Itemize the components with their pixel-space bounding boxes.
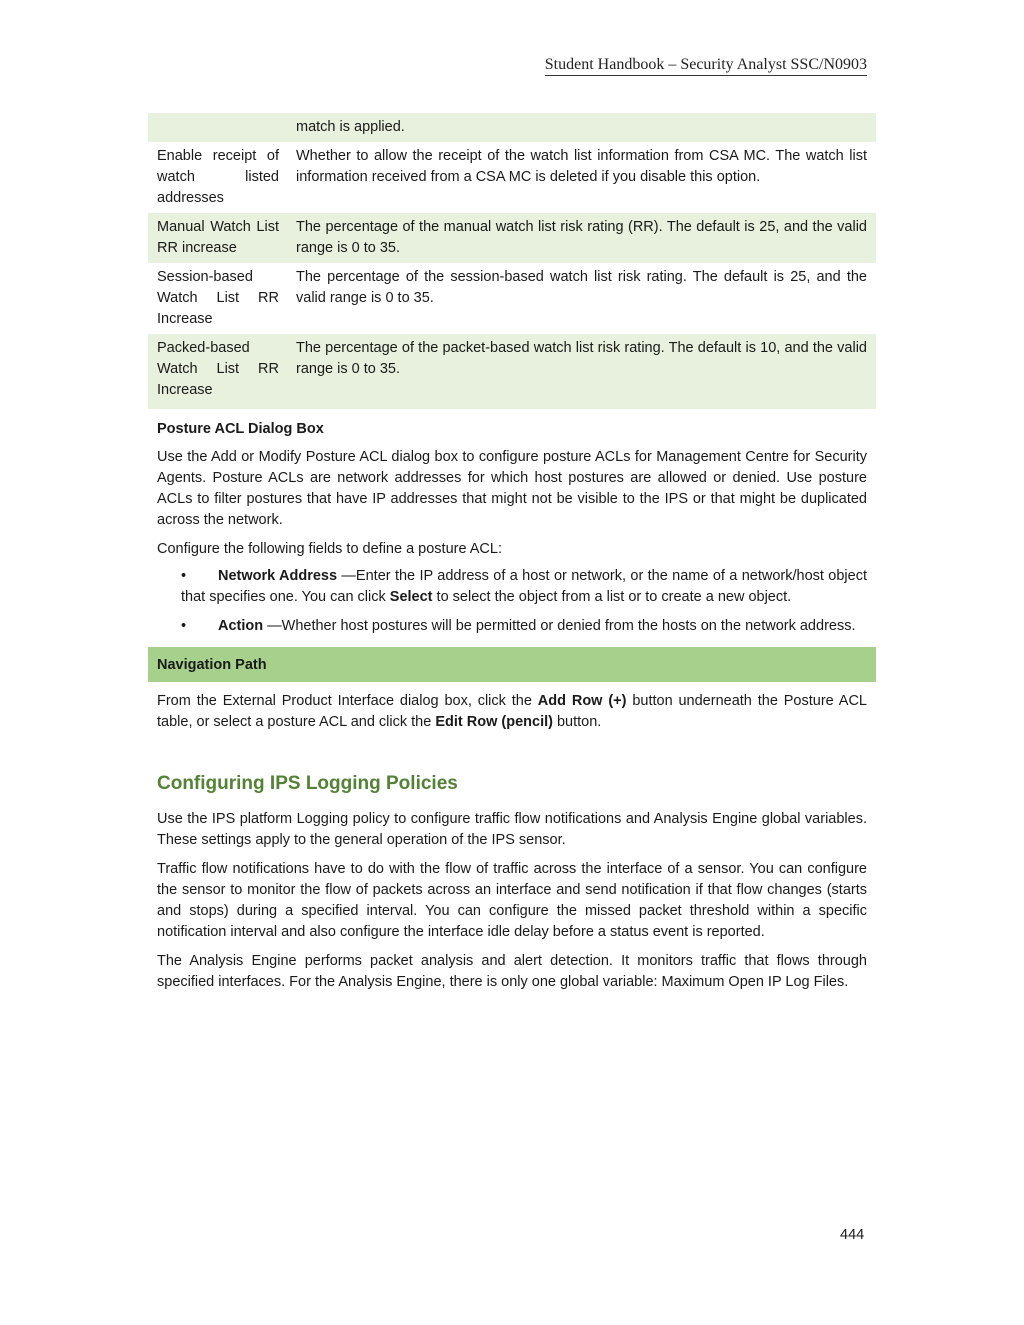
navigation-paragraph bbox=[157, 691, 867, 733]
table-term bbox=[148, 113, 288, 142]
logging-paragraph: Use the IPS platform Logging policy to configure traffic flow notifications and Analysis Engine global variables. These settings apply to the general operation of the IPS sensor. bbox=[157, 811, 867, 848]
list-item bbox=[157, 616, 867, 637]
list-item-inline-bold: Select bbox=[389, 589, 433, 605]
page-number: 444 bbox=[840, 1227, 865, 1243]
navigation-text: From the External Product Interface dialog box, click the bbox=[157, 693, 538, 709]
logging-paragraph: The Analysis Engine performs packet analysis and alert detection. It monitors traffic that flows through specified interfaces. For the Analysis Engine, there is only one global variable: Maximum Open IP Log Files. bbox=[157, 953, 867, 990]
posture-paragraph: Use the Add or Modify Posture ACL dialog box to configure posture ACLs for Management Centre for Security Agents. Posture ACLs are network addresses for which host postures are allowed or denied. Use posture ACLs to filter postures that have IP addresses that might not be visible to the IPS or that might be duplicated across the network. bbox=[157, 449, 867, 528]
table-row bbox=[148, 334, 876, 409]
table-row bbox=[148, 113, 876, 142]
navigation-path-band: Navigation Path bbox=[148, 647, 876, 682]
list-item-text: —Enter the IP address of a host or network, or the name of a network/host object that specifies one. You can click bbox=[181, 568, 867, 605]
table-description: match is applied. bbox=[288, 113, 876, 142]
table-row bbox=[148, 263, 876, 334]
navigation-text: button underneath the Posture ACL table, or select a posture ACL and click the bbox=[157, 693, 867, 730]
table-description: The percentage of the session-based watch list risk rating. The default is 25, and the valid range is 0 to 35. bbox=[296, 269, 867, 306]
table-term: Manual Watch List RR increase bbox=[148, 213, 288, 263]
list-item-term: Network Address bbox=[218, 568, 338, 584]
bullet-icon: • bbox=[181, 618, 187, 634]
posture-paragraph: Configure the following fields to define a posture ACL: bbox=[157, 541, 502, 557]
table-term: Packed-based Watch List RR Increase bbox=[148, 334, 288, 409]
posture-acl-heading: Posture ACL Dialog Box bbox=[157, 421, 324, 437]
table-row bbox=[148, 213, 876, 263]
list-item-term: Action bbox=[218, 618, 264, 634]
navigation-text: button. bbox=[552, 714, 602, 730]
list-item-text: —Whether host postures will be permitted or denied from the hosts on the network address. bbox=[263, 618, 856, 634]
section-heading: Configuring IPS Logging Policies bbox=[157, 773, 458, 794]
page-content bbox=[148, 113, 876, 993]
bullet-icon: • bbox=[181, 568, 187, 584]
settings-table bbox=[148, 113, 876, 409]
posture-field-list bbox=[157, 566, 867, 637]
list-item bbox=[157, 566, 867, 608]
navigation-bold: Add Row (+) bbox=[537, 693, 627, 709]
navigation-bold: Edit Row (pencil) bbox=[435, 714, 553, 730]
logging-paragraph: Traffic flow notifications have to do with the flow of traffic across the interface of a sensor. You can configure the sensor to monitor the flow of packets across an interface and send notification if that flow changes (starts and stops) during a specified interval. You can configure the missed packet threshold within a specific notification interval and also configure the interface idle delay before a status event is reported. bbox=[157, 861, 867, 940]
table-term: Enable receipt of watch listed addresses bbox=[157, 148, 279, 206]
table-description: The percentage of the manual watch list risk rating (RR). The default is 25, and the valid range is 0 to 35. bbox=[288, 213, 876, 263]
list-item-text: to select the object from a list or to create a new object. bbox=[432, 589, 792, 605]
page-header: Student Handbook – Security Analyst SSC/N0903 bbox=[545, 56, 867, 76]
table-description: The percentage of the packet-based watch list risk rating. The default is 10, and the valid range is 0 to 35. bbox=[288, 334, 876, 409]
table-row bbox=[148, 142, 876, 213]
table-description: Whether to allow the receipt of the watch list information from CSA MC. The watch list information received from a CSA MC is deleted if you disable this option. bbox=[296, 148, 867, 185]
table-term: Session-based Watch List RR Increase bbox=[157, 269, 279, 327]
